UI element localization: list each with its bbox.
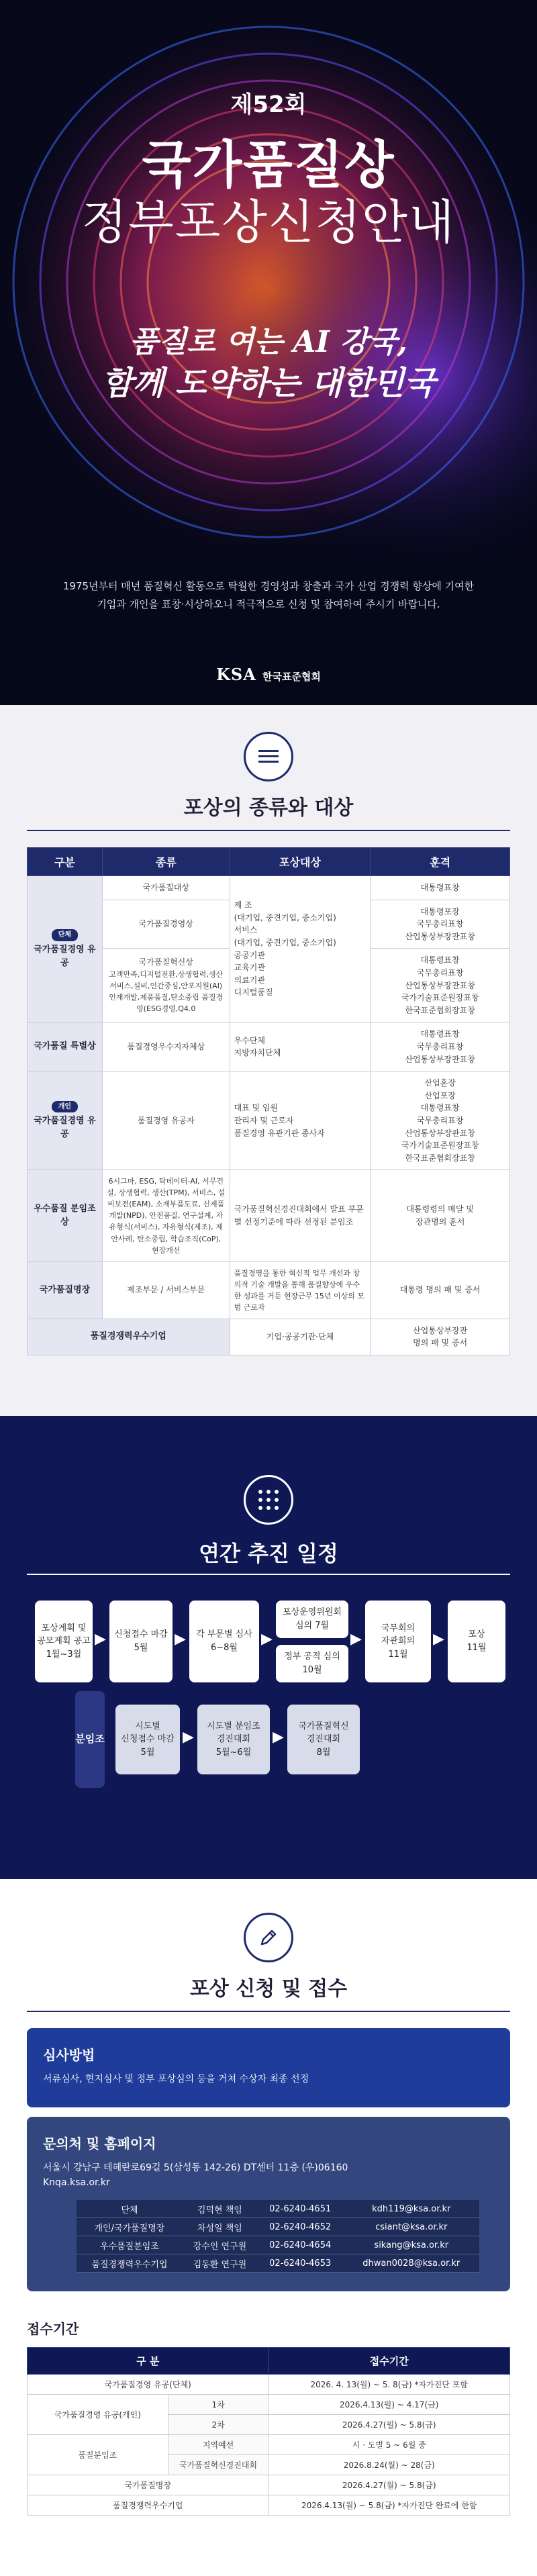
period-value: 2026.4.27(월) ~ 5.8(금): [268, 2415, 510, 2435]
schedule-step: 포상계획 및 공모계획 공고 1월~3월: [35, 1601, 93, 1682]
contact-cell: 02-6240-4651: [257, 2200, 344, 2218]
target-cell: 제 조 (대기업, 중견기업, 중소기업) 서비스 (대기업, 중견기업, 중소기업) 공공기관 교육기관 의료기관 디지털품질: [230, 876, 371, 1022]
table-row: [28, 2435, 510, 2455]
awards-table: [27, 847, 510, 1355]
period-value: 2026.4.27(월) ~ 5.8(금): [268, 2475, 510, 2495]
pencil-icon: [244, 1913, 293, 1962]
arrow-icon: ▶: [175, 1630, 186, 1648]
period-name: 국가품질명장: [28, 2475, 268, 2495]
kind-cell: 품질경영 유공자: [102, 1071, 230, 1170]
contact-cell: 김덕현 책임: [183, 2200, 257, 2218]
header-cell: 구분: [28, 848, 103, 876]
edition-label: 제52회: [230, 91, 307, 118]
period-value: 2026.4.13(월) ~ 4.17(금): [268, 2395, 510, 2415]
table-row: [77, 2218, 479, 2236]
period-sub: 지역예선: [168, 2435, 268, 2455]
hero-title: 국가품질상: [142, 135, 395, 195]
intro-line-1: 1975년부터 매년 품질혁신 활동으로 탁월한 경영성과 창출과 국가 산업 경쟁력 향상에 기여한: [62, 580, 475, 592]
group-cell: 국가품질명장: [28, 1261, 103, 1319]
contact-cell: 02-6240-4653: [257, 2254, 344, 2273]
period-name: 품질분임조: [28, 2435, 168, 2475]
header-cell: 접수기간: [268, 2348, 510, 2375]
group-tag: 개인: [52, 1101, 78, 1113]
schedule-step: 정부 공적 심의 10월: [276, 1645, 348, 1682]
period-sub: 2차: [168, 2415, 268, 2435]
header-cell: 구 분: [28, 2348, 268, 2375]
contact-table: [77, 2200, 479, 2273]
grade-cell: 산업통상부장관 명의 패 및 증서: [371, 1319, 510, 1355]
arrow-icon: ▶: [261, 1630, 273, 1648]
group-cell: 우수품질 분임조상: [28, 1170, 103, 1261]
contact-cell: 02-6240-4652: [257, 2218, 344, 2236]
apply-title: 포상 신청 및 접수: [189, 1976, 348, 2001]
schedule-substep: 국가품질혁신 경진대회 8월: [287, 1705, 360, 1774]
contact-cell: 개인/국가품질명장: [77, 2218, 183, 2236]
group-cell: [28, 1071, 103, 1170]
group-label: 국가품질경영 유공: [34, 1116, 96, 1140]
table-row: [28, 1071, 510, 1170]
slogan-line-2: 함께 도약하는 대한민국: [101, 365, 436, 403]
logo-mark: KSA: [216, 665, 256, 684]
table-header: [28, 2348, 510, 2375]
group-cell: [28, 876, 103, 1022]
schedule-step: 국무회의 자관회의 11월: [365, 1601, 431, 1682]
contact-card: [27, 2117, 510, 2291]
grade-cell: 산업훈장 산업포장 대통령표창 국무총리표창 산업통상부장관표창 국가기술표준원장표창 한국표준협회장표창: [371, 1071, 510, 1170]
hero-subtitle: 정부포상신청안내: [81, 195, 456, 250]
table-row: [28, 1319, 510, 1355]
arrow-icon: ▶: [95, 1630, 106, 1648]
email-link[interactable]: dhwan0028@ksa.or.kr: [344, 2254, 479, 2273]
group-tag: 단체: [52, 929, 78, 941]
header-cell: 포상대상: [230, 848, 371, 876]
email-link[interactable]: csiant@ksa.or.kr: [344, 2218, 479, 2236]
review-title: 심사방법: [43, 2046, 95, 2063]
address: [43, 2160, 494, 2191]
period-value: 2026. 4. 13(월) ~ 5. 8(금) *자가진단 포함: [268, 2375, 510, 2395]
contact-cell: 단체: [77, 2200, 183, 2218]
group-cell: 품질경쟁력우수기업: [28, 1319, 230, 1355]
divider: [27, 1574, 510, 1575]
email-link[interactable]: kdh119@ksa.or.kr: [344, 2200, 479, 2218]
dots-grid-icon: [244, 1475, 293, 1525]
kind-name: 국가품질혁신상: [138, 957, 193, 967]
period-value: 2026.8.24(월) ~ 28(금): [268, 2455, 510, 2475]
contact-cell: 품질경쟁력우수기업: [77, 2254, 183, 2273]
table-row: [28, 1170, 510, 1261]
apply-section: [0, 1879, 537, 2556]
target-cell: 국가품질혁신경진대회에서 발표 부문별 선정기준에 따라 선정된 분임조: [230, 1170, 371, 1261]
arrow-icon: ▶: [433, 1630, 444, 1648]
table-row: [28, 2495, 510, 2516]
arrow-icon: ▶: [350, 1630, 362, 1648]
kind-cell: 제조부문 / 서비스부문: [102, 1261, 230, 1319]
org-name: 한국표준협회: [262, 671, 321, 683]
kind-cell: 6시그마, ESG, 탁데이터-AI, 서무건설, 상생협력, 생산(TPM), 서비스, 설비보전(EAM), 소재부품도료, 신제품개발(NPD), 안전품질, 연구설계, 자유형식(서비스), 자유형식(제조), 제안사례, 탄소중립, 학습조직(CoP), 현장개선: [102, 1170, 230, 1261]
homepage-link[interactable]: Knqa.ksa.or.kr: [43, 2177, 110, 2189]
period-sub: 국가품질혁신경진대회: [168, 2455, 268, 2475]
grade-cell: 대통령포장 국무총리표창 산업통상부장관표창: [371, 900, 510, 949]
period-name: 품질경쟁력우수기업: [28, 2495, 268, 2516]
target-cell: 기업·공공기관·단체: [230, 1319, 371, 1355]
period-title: 접수기간: [27, 2321, 79, 2338]
schedule-step: 포상운영위원회 심의 7월: [276, 1601, 348, 1638]
menu-icon: [244, 732, 293, 781]
kind-cell: 국가품질대상: [102, 876, 230, 900]
schedule-title: 연간 추진 일정: [199, 1540, 338, 1566]
arrow-icon: ▶: [183, 1728, 194, 1746]
table-row: [28, 1261, 510, 1319]
email-link[interactable]: sikang@ksa.or.kr: [344, 2236, 479, 2254]
address-line: 서울시 강남구 테헤란로69길 5(삼성동 142-26) DT센터 11층 (우)06160: [43, 2162, 348, 2173]
table-row: [28, 2475, 510, 2495]
ksa-logo: [0, 665, 537, 684]
table-row: [28, 1022, 510, 1071]
subgroup-label: 분임조: [75, 1691, 105, 1788]
kind-cell: 국가품질경영상: [102, 900, 230, 949]
contact-cell: 차성일 책임: [183, 2218, 257, 2236]
period-name: 국가품질경영 유공(개인): [28, 2395, 168, 2435]
contact-cell: 김동환 연구원: [183, 2254, 257, 2273]
schedule-substep: 시도별 분임조 경진대회 5월~6월: [197, 1705, 270, 1774]
hero-banner: [0, 0, 537, 705]
group-cell: 국가품질 특별상: [28, 1022, 103, 1071]
table-row: [28, 2375, 510, 2395]
table-row: [28, 2395, 510, 2415]
grade-cell: 대통령표창 국무총리표창 산업통상부장관표창: [371, 1022, 510, 1071]
target-cell: 품질경영을 통한 혁신적 업무 개선과 창의적 기술 개발을 통해 품질향상에 우수한 성과를 거둔 현장근무 15년 이상의 모범 근로자: [230, 1261, 371, 1319]
table-row: [77, 2254, 479, 2273]
grade-cell: 대통령표창: [371, 876, 510, 900]
kind-cell: [102, 949, 230, 1022]
period-name: 국가품질경영 유공(단체): [28, 2375, 268, 2395]
schedule-substep: 시도별 신청접수 마감 5월: [115, 1705, 180, 1774]
hero-slogan: [0, 322, 537, 406]
intro-line-2: 기업과 개인을 표창·시상하오니 적극적으로 신청 및 참여하여 주시기 바랍니다.: [97, 598, 440, 610]
period-table: [27, 2347, 510, 2516]
table-row: [28, 876, 510, 900]
period-value: 시 · 도별 5 ~ 6월 중: [268, 2435, 510, 2455]
contact-cell: 우수품질분임조: [77, 2236, 183, 2254]
table-row: [77, 2236, 479, 2254]
divider: [27, 2011, 510, 2012]
period-value: 2026.4.13(월) ~ 5.8(금) *자가진단 완료에 한함: [268, 2495, 510, 2516]
contact-title: 문의처 및 홈페이지: [43, 2135, 156, 2152]
schedule-step: 포상 11월: [448, 1601, 505, 1682]
table-header: [28, 848, 510, 876]
arrow-icon: ▶: [273, 1728, 284, 1746]
kind-detail: 고객만족,디지털전환,상생협력,생산 서비스,설비,인간중심,안포지원(AI) 인재개발,제품품질,탄소중립 품질경영(ESG경영,Q4.0: [109, 970, 224, 1014]
contact-cell: 02-6240-4654: [257, 2236, 344, 2254]
table-row: [77, 2200, 479, 2218]
hero-intro: [40, 577, 497, 614]
target-cell: 우수단체 지방자치단체: [230, 1022, 371, 1071]
contact-cell: 강수인 연구원: [183, 2236, 257, 2254]
schedule-step: 신청접수 마감 5월: [109, 1601, 173, 1682]
target-cell: 대표 및 임원 관리자 및 근로자 품질경영 유관기관 종사자: [230, 1071, 371, 1170]
grade-cell: 대통령 명의 패 및 증서: [371, 1261, 510, 1319]
header-cell: 종류: [102, 848, 230, 876]
schedule-step: 각 부문별 심사 6~8월: [189, 1601, 259, 1682]
period-sub: 1차: [168, 2395, 268, 2415]
grade-cell: 대통령표창 국무총리표창 산업통상부장관표창 국가기술표준원장표창 한국표준협회장표창: [371, 949, 510, 1022]
review-card: [27, 2028, 510, 2107]
divider: [27, 830, 510, 831]
awards-section: [0, 705, 537, 1416]
awards-title: 포상의 종류와 대상: [183, 796, 354, 820]
group-label: 국가품질경영 유공: [34, 944, 96, 968]
grade-cell: 대통령령의 메달 및 장관명의 훈서: [371, 1170, 510, 1261]
slogan-line-1: 품질로 여는 AI 강국,: [130, 325, 407, 359]
kind-cell: 품질경영우수지자체상: [102, 1022, 230, 1071]
header-cell: 훈격: [371, 848, 510, 876]
schedule-section: [0, 1416, 537, 1879]
review-text: 서류심사, 현지심사 및 정부 포상심의 등을 거쳐 수상자 최종 선정: [43, 2073, 309, 2085]
